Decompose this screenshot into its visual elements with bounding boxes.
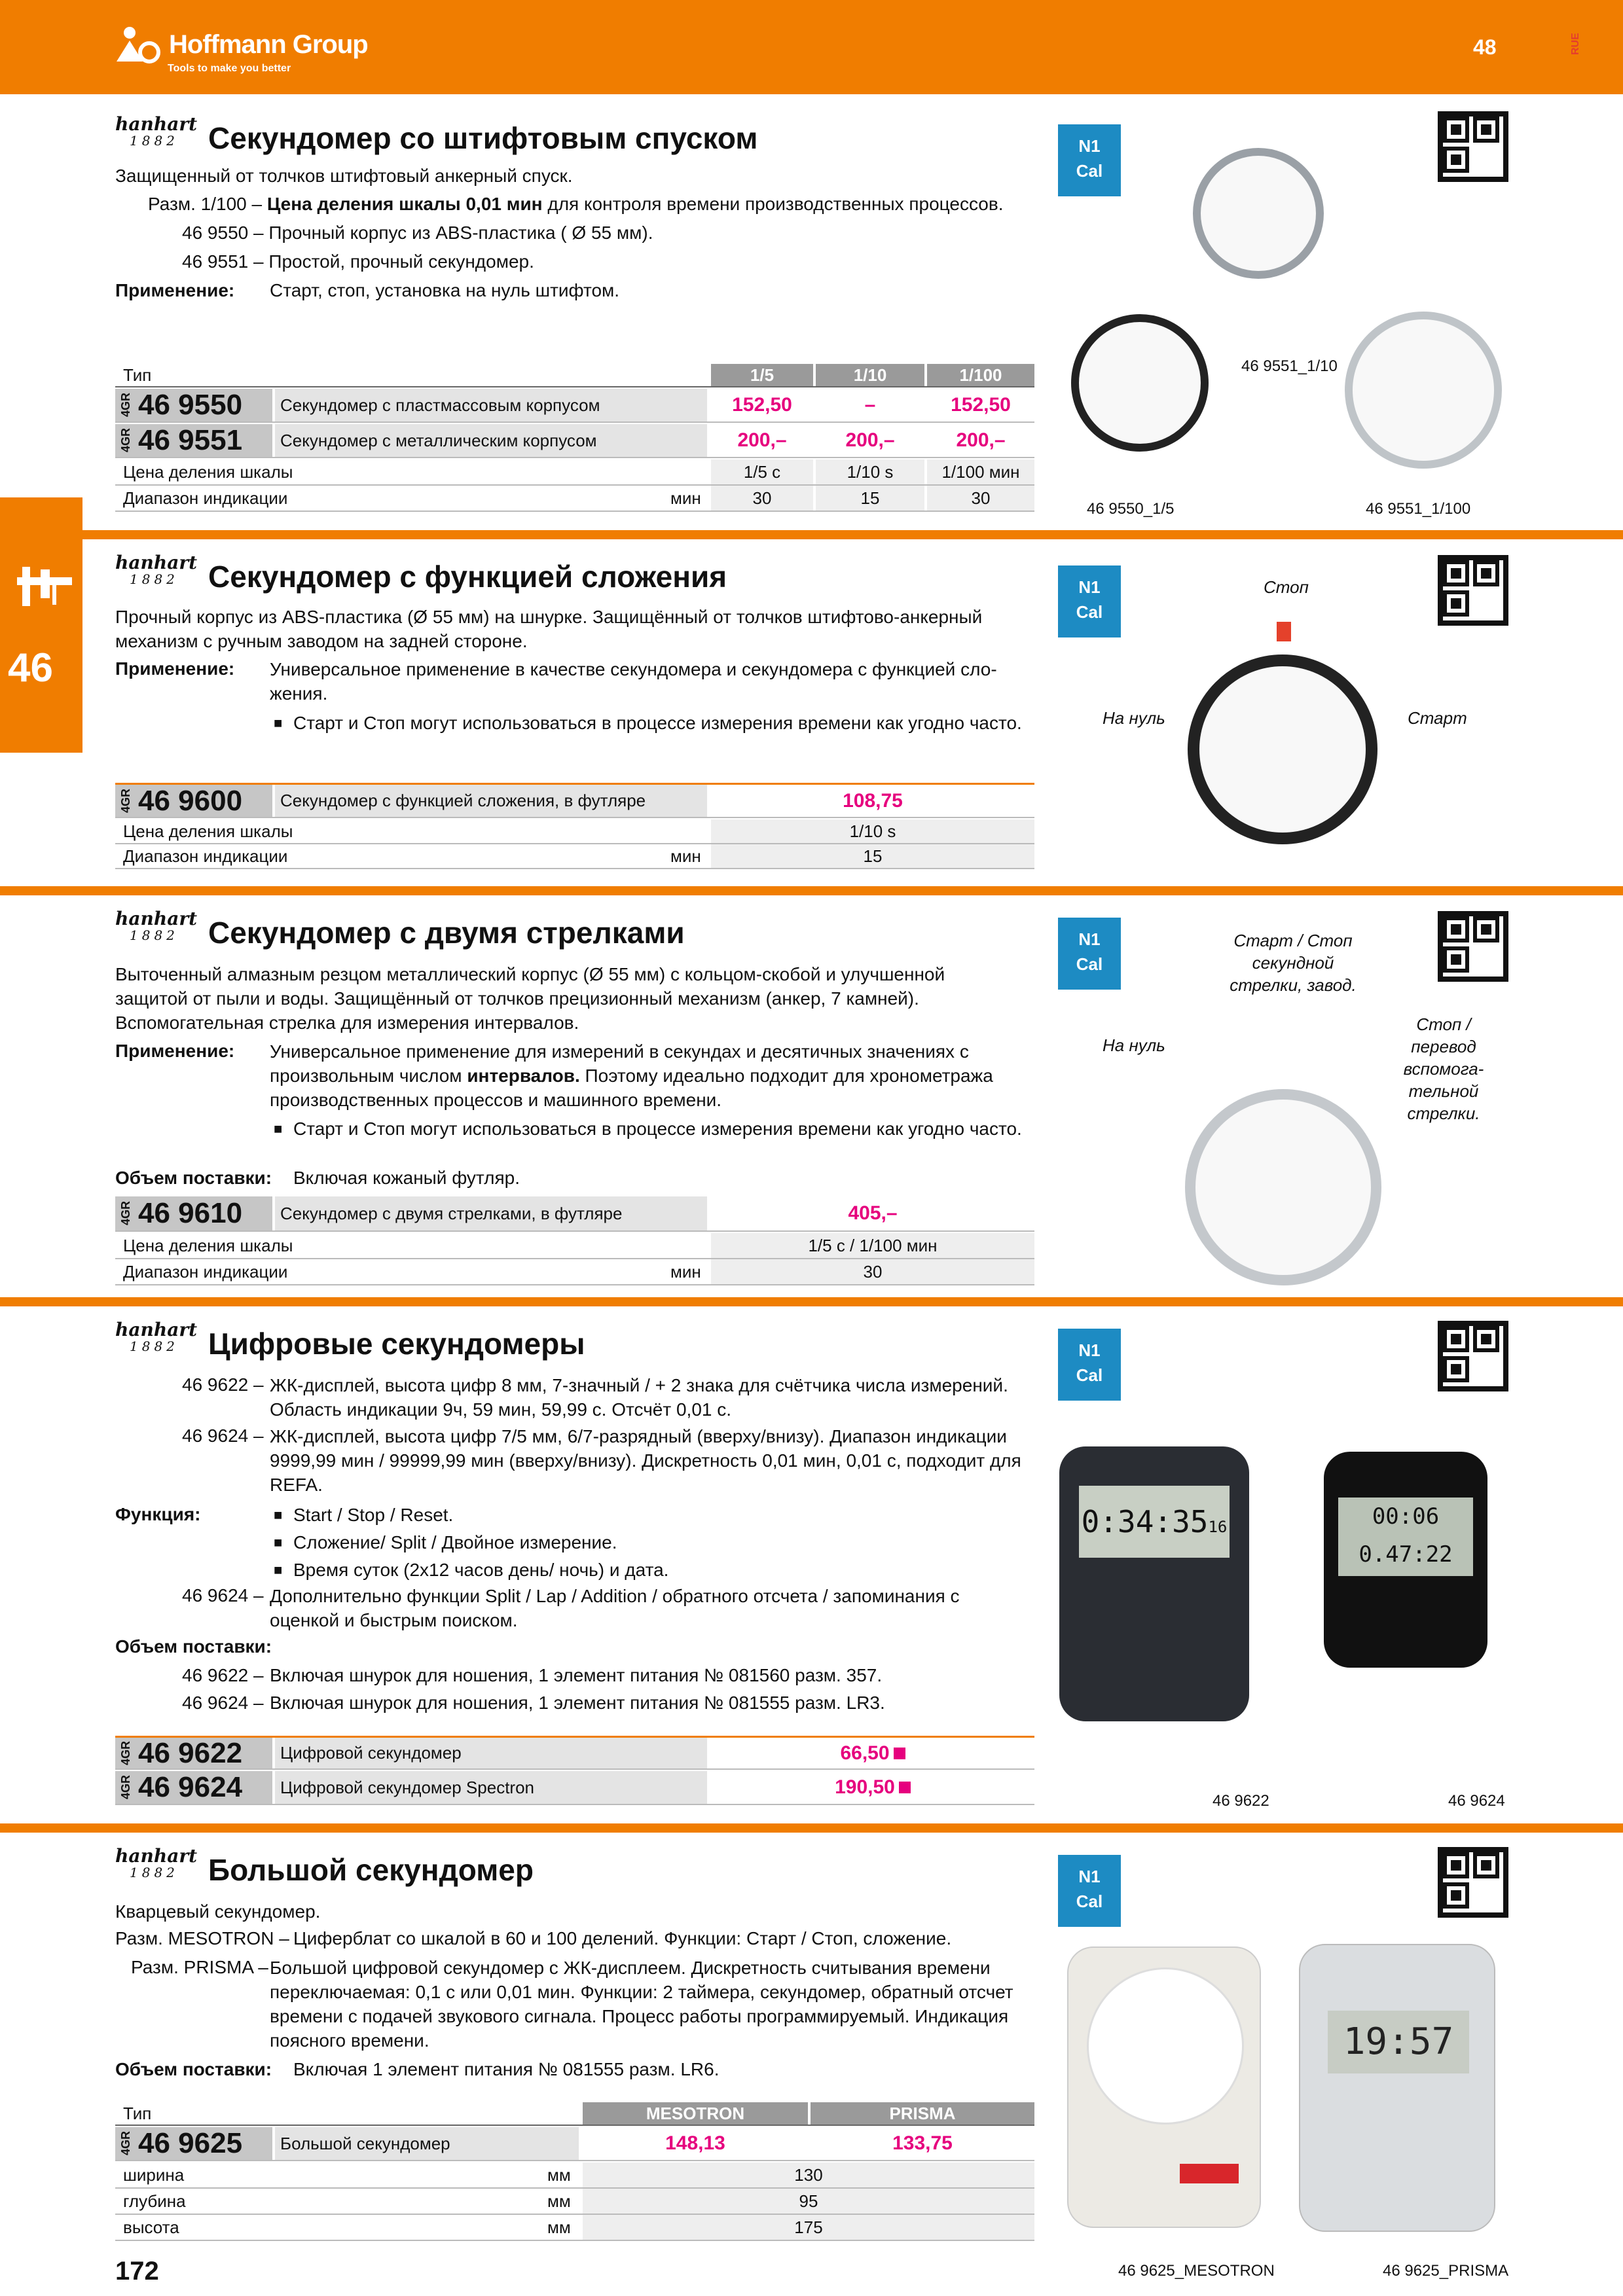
spec-line: Дополнительно функции Split / Lap / Addition / обратного отсчета / запоминания с оценкой и быстрым поиском. [270, 1586, 960, 1630]
footer-page-number: 172 [115, 2257, 159, 2286]
spec-line: Разм. 1/100 – Цена деления шкалы 0,01 мин для контроля времени производственных процессов. [148, 194, 1004, 214]
qr-code [1438, 555, 1508, 626]
supply-label: Объем поставки: [115, 2059, 272, 2079]
section-divider [0, 1823, 1623, 1833]
article-number: 46 9600 [138, 784, 243, 817]
application-label: Применение: [115, 658, 235, 679]
digital-stopwatch-image: 00:06 0.47:22 [1324, 1452, 1487, 1668]
image-caption: 46 9551_1/10 [1241, 357, 1338, 375]
image-caption: 46 9622 [1213, 1792, 1269, 1810]
article-number: 46 9622 [138, 1736, 243, 1769]
function-label: Функция: [115, 1504, 201, 1524]
image-caption: 46 9624 [1448, 1792, 1505, 1810]
callout-stop: Стоп [1264, 577, 1309, 597]
mesotron-clock-image [1067, 1946, 1261, 2228]
image-caption: 46 9625_PRISMA [1383, 2262, 1509, 2280]
hanhart-logo: hanhart 1882 [115, 552, 198, 587]
table-row: 4GR 46 9624 Цифровой секундомер Spectron 190,50 [115, 1771, 1034, 1805]
section-title: Большой секундомер [208, 1853, 534, 1887]
spec-row: Диапазон индикации мин 30 [115, 1259, 1034, 1285]
section-title: Цифровые секундомеры [208, 1327, 585, 1361]
spec-row: высота мм 175 [115, 2215, 1034, 2241]
application-text: Универсальное применение для измерений в секундах и десятичных значениях с произвольным числом интервалов. Поэтому идеально подходит для хронометража производственных процессов и машинного времени. [270, 1041, 993, 1110]
qr-code [1438, 111, 1508, 182]
bullet-item: ■ Время суток (2x12 часов день/ ночь) и дата. [293, 1558, 668, 1582]
table-row: 4GR 46 9550 Секундомер с пластмассовым корпусом 152,50 – 152,50 [115, 389, 1034, 423]
callout-zero: На нуль [1103, 708, 1165, 728]
header-code: RUE [1570, 33, 1581, 55]
application-text: Старт, стоп, установка на нуль штифтом. [270, 280, 620, 300]
table-row: 4GR 46 9600 Секундомер с функцией сложения, в футляре 108,75 [115, 783, 1034, 818]
hanhart-logo: hanhart 1882 [115, 1319, 198, 1354]
article-number: 46 9624 [138, 1771, 243, 1803]
stopwatch-image [1188, 655, 1377, 844]
n1-cal-badge: N1 Cal [1058, 124, 1121, 196]
section-title: Секундомер с функцией сложения [208, 560, 727, 594]
hanhart-logo: hanhart 1882 [115, 113, 198, 149]
brand-tagline: Tools to make you better [168, 63, 291, 74]
n1-cal-badge: N1 Cal [1058, 565, 1121, 637]
section-intro: Защищенный от толчков штифтовый анкерный спуск. [115, 166, 573, 186]
spec-row: Диапазон индикации мин 15 [115, 844, 1034, 869]
caliper-icon [16, 563, 73, 615]
spec-row: Цена деления шкалы 1/5 с / 1/100 мин [115, 1233, 1034, 1259]
application-label: Применение: [115, 1041, 235, 1061]
marker-square-icon [894, 1748, 905, 1759]
bullet-item: ■ Start / Stop / Reset. [293, 1503, 453, 1527]
stop-button [1277, 622, 1291, 641]
spec-line: ЖК-дисплей, высота цифр 8 мм, 7-значный / + 2 знака для счётчика числа измерений. Область индикации 9ч, 59 мин, 59,99 с. Отсчёт 0,01 с. [270, 1375, 1008, 1420]
image-caption: 46 9551_1/100 [1366, 500, 1471, 518]
table-row: 4GR 46 9610 Секундомер с двумя стрелками, в футляре 405,– [115, 1196, 1034, 1232]
qr-code [1438, 911, 1508, 982]
callout-aux-hand: Стоп / перевод вспомога-тельной стрелки. [1403, 1014, 1484, 1123]
hoffmann-logo [115, 26, 368, 74]
supply-text: Включая шнурок для ношения, 1 элемент питания № 081560 разм. 357. [270, 1665, 883, 1685]
supply-label: Объем поставки: [115, 1636, 272, 1657]
spec-line: ЖК-дисплей, высота цифр 7/5 мм, 6/7-разрядный (вверху/внизу). Диапазон индикации 9999,99 мин / 99999,99 мин (вверху/внизу). Дискретность 0,01 мин, 0,01 с, подходит для REFA. [270, 1426, 1021, 1495]
spec-row: Цена деления шкалы 1/10 s [115, 819, 1034, 844]
chapter-number: 46 [8, 645, 53, 691]
section-title: Секундомер со штифтовым спуском [208, 121, 758, 155]
section-divider [0, 886, 1623, 895]
prisma-clock-image: 19:57 [1299, 1944, 1495, 2232]
digital-stopwatch-image: 0:34:3516 [1059, 1446, 1249, 1721]
hoffmann-logo-icon [115, 26, 168, 65]
spec-line: 46 9551 – Простой, прочный секундомер. [182, 251, 534, 272]
n1-cal-badge: N1 Cal [1058, 1329, 1121, 1401]
spec-row: глубина мм 95 [115, 2189, 1034, 2215]
section-intro: Кварцевый секундомер. [115, 1901, 321, 1922]
spec-row: Цена деления шкалы 1/5 с 1/10 s 1/100 мин [115, 459, 1034, 486]
brand-name: Hoffmann Group [169, 30, 368, 59]
spec-line: Большой цифровой секундомер с ЖК-дисплеем. Дискретность считывания времени переключаемая: 0,1 с или 0,01 мин. Функции: 2 таймера, секундомер, обратный отсчет времени с подачей звукового сигнала. Процесс работы программируемый. Индикация поясного времени. [270, 1958, 1013, 2051]
callout-start-stop: Старт / Стоп секундной стрелки, завод. [1230, 931, 1357, 995]
stopwatch-image [1071, 314, 1209, 452]
spec-row: ширина мм 130 [115, 2162, 1034, 2189]
qr-code [1438, 1321, 1508, 1391]
bullet-item: ■ Старт и Стоп могут использоваться в процессе измерения времени как угодно часто. [293, 711, 1027, 735]
article-number: 46 9625 [138, 2127, 243, 2159]
marker-square-icon [899, 1782, 911, 1793]
image-caption: 46 9625_MESOTRON [1118, 2262, 1275, 2280]
clock-dial [1087, 1967, 1244, 2125]
header-page-number: 48 [1473, 35, 1497, 59]
section-intro: Прочный корпус из ABS-пластика (Ø 55 мм) на шнурке. Защищённый от толчков штифтово-анкерный механизм с ручным заводом на задней стороне. [115, 607, 983, 651]
table-header: Тип 1/5 1/10 1/100 [115, 364, 1034, 387]
hanhart-logo: hanhart 1882 [115, 908, 198, 943]
bullet-item: ■ Старт и Стоп могут использоваться в процессе измерения времени как угодно часто. [293, 1117, 1027, 1141]
qr-code [1438, 1847, 1508, 1918]
supply-text: Включая шнурок для ношения, 1 элемент питания № 081555 разм. LR3. [270, 1693, 885, 1713]
section-intro: Выточенный алмазным резцом металлический корпус (Ø 55 мм) с кольцом-скобой и улучшенной защитой от пыли и воды. Защищённый от толчков прецизионный механизм (анкер, 7 камней). Вспомогательная стрелка для измерения интервалов. [115, 964, 945, 1033]
section-title: Секундомер с двумя стрелками [208, 916, 685, 950]
table-row: 4GR 46 9551 Секундомер с металлическим корпусом 200,– 200,– 200,– [115, 424, 1034, 458]
stopwatch-image [1185, 1089, 1381, 1285]
table-row: 4GR 46 9625 Большой секундомер 148,13 133,75 [115, 2127, 1034, 2161]
supply-label: Объем поставки: [115, 1168, 272, 1188]
spec-line: 46 9550 – Прочный корпус из ABS-пластика ( Ø 55 мм). [182, 223, 653, 243]
spec-line: Циферблат со шкалой в 60 и 100 делений. Функции: Старт / Стоп, сложение. [293, 1928, 952, 1948]
image-caption: 46 9550_1/5 [1087, 500, 1175, 518]
application-label: Применение: [115, 280, 235, 300]
supply-text: Включая 1 элемент питания № 081555 разм. LR6. [293, 2059, 720, 2079]
n1-cal-badge: N1 Cal [1058, 1855, 1121, 1927]
section-divider [0, 530, 1623, 539]
bullet-item: ■ Сложение/ Split / Двойное измерение. [293, 1530, 617, 1554]
n1-cal-badge: N1 Cal [1058, 918, 1121, 990]
callout-start: Старт [1408, 708, 1467, 728]
table-row: 4GR 46 9622 Цифровой секундомер 66,50 [115, 1736, 1034, 1770]
supply-text: Включая кожаный футляр. [293, 1168, 520, 1188]
stopwatch-image [1345, 312, 1502, 469]
article-number: 46 9610 [138, 1197, 243, 1229]
table-header: Тип MESOTRON PRISMA [115, 2102, 1034, 2126]
hanhart-logo: hanhart 1882 [115, 1845, 198, 1880]
application-text: Универсальное применение в качестве секундомера и секундомера с функцией сло-жения. [270, 659, 997, 704]
spec-row: Диапазон индикации мин 30 15 30 [115, 486, 1034, 512]
stopwatch-image [1193, 148, 1324, 279]
section-divider [0, 1297, 1623, 1306]
article-number: 46 9551 [138, 424, 243, 456]
article-number: 46 9550 [138, 389, 243, 421]
stop-button [1180, 2164, 1239, 2183]
callout-zero: На нуль [1103, 1035, 1165, 1055]
